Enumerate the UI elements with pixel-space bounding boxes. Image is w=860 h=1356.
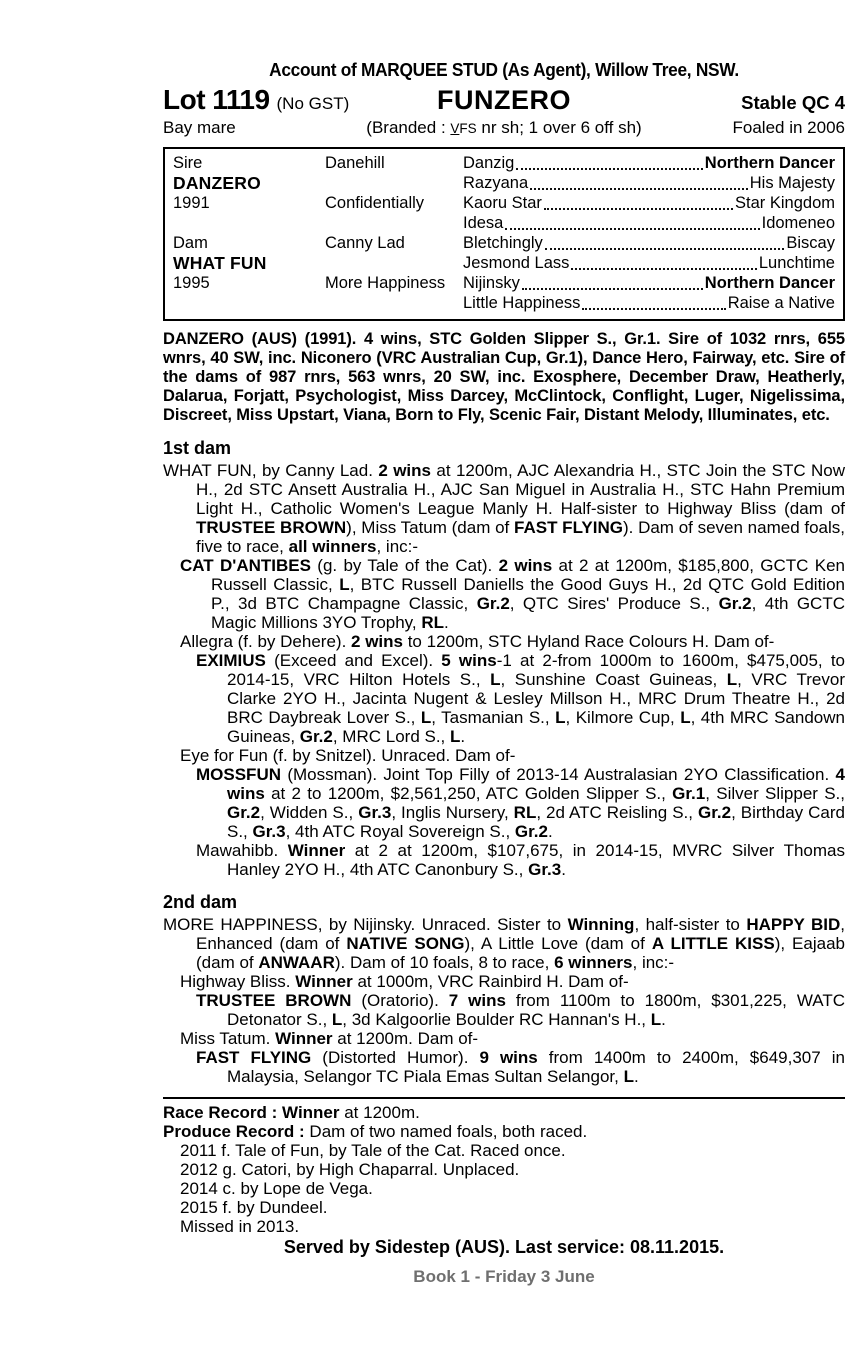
black-type-text: Gr.2 — [227, 803, 261, 822]
plain-text: , Enhanced (dam of — [196, 915, 846, 953]
horse-name: FUNZERO — [437, 85, 571, 115]
black-type-text: L — [726, 670, 738, 689]
dotted-leader — [505, 228, 759, 230]
plain-text: at 1000m, VRC Rainbird H. Dam of- — [352, 972, 629, 991]
plain-text: . — [661, 1010, 666, 1029]
dam-name: WHAT FUN — [173, 253, 267, 273]
brand-line — [366, 118, 641, 138]
great-grandparent-row — [463, 254, 835, 274]
black-type-text: Gr.2 — [697, 803, 732, 822]
black-type-text: RL — [513, 803, 537, 822]
ancestor-name: Northern Dancer — [704, 154, 835, 172]
black-type-text: A LITTLE KISS — [651, 934, 775, 953]
plain-text: , MRC Lord S., — [332, 727, 450, 746]
dotted-leader — [582, 308, 725, 310]
pedigree-table — [163, 147, 845, 321]
plain-text: Dam of two named foals, both raced. — [304, 1122, 588, 1141]
dam-year: 1995 — [173, 274, 210, 292]
ancestor-name: Biscay — [786, 234, 835, 252]
ancestor-name: Kaoru Star — [463, 194, 542, 212]
black-type-text: Winner — [295, 972, 353, 991]
ancestor-name: Idomeneo — [761, 214, 835, 232]
black-type-text: CAT D'ANTIBES — [180, 556, 311, 575]
great-grandparent-row — [463, 154, 835, 174]
produce-foal-line: 2011 f. Tale of Fun, by Tale of the Cat. Raced once. — [180, 1141, 566, 1160]
pedigree-note-paragraph — [163, 915, 845, 972]
pedigree-note-paragraph — [163, 972, 845, 991]
pedigree-note-paragraph — [163, 632, 845, 651]
plain-text: , half-sister to — [634, 915, 747, 934]
sire-label: Sire — [173, 154, 203, 172]
plain-text: , 4th MRC Sandown Guineas, — [227, 708, 845, 746]
served-line: Served by Sidestep (AUS). Last service: 08.11.2015. — [283, 1237, 725, 1257]
dotted-leader — [530, 188, 748, 190]
plain-text: , 4th GCTC Magic Millions 3YO Trophy, — [211, 594, 845, 632]
black-type-text: L — [420, 708, 432, 727]
black-type-text: EXIMIUS — [196, 651, 266, 670]
first-dam-paragraphs — [163, 461, 845, 879]
pedigree-note-paragraph — [163, 746, 845, 765]
plain-text: , Silver Slipper S., — [705, 784, 845, 803]
great-grandparent-row — [463, 174, 835, 194]
plain-text: . — [561, 860, 566, 879]
foaled-year: Foaled in 2006 — [732, 118, 845, 137]
plain-text: (Mossman). Joint Top Filly of 2013-14 Australasian 2YO Classification. — [281, 765, 836, 784]
sire-summary-paragraph — [163, 330, 845, 425]
plain-text: at 2 to 1200m, $2,561,250, ATC Golden Slipper S., — [264, 784, 673, 803]
page-content — [163, 0, 845, 1287]
brand-prefix: (Branded : — [366, 118, 451, 137]
black-type-text: Gr.3 — [528, 860, 562, 879]
pedigree-note-paragraph — [163, 991, 845, 1029]
plain-text: . — [460, 727, 466, 746]
black-type-text: L — [339, 575, 350, 594]
plain-text: . — [633, 1067, 639, 1086]
black-type-text: L — [623, 1067, 634, 1086]
plain-text: , Kilmore Cup, — [565, 708, 681, 727]
ancestor-name: Raise a Native — [727, 294, 835, 312]
dam-sire: Canny Lad — [325, 234, 405, 252]
plain-text: , Sunshine Coast Guineas, — [500, 670, 727, 689]
ancestor-name: Idesa — [463, 214, 504, 232]
plain-text: Eye for Fun (f. by Snitzel). Unraced. Dam of- — [180, 746, 516, 765]
lot-left — [163, 84, 437, 116]
plain-text: . — [548, 822, 553, 841]
black-type-text: NATIVE SONG — [346, 934, 465, 953]
black-type-text: Gr.1 — [672, 784, 706, 803]
record-block — [163, 1103, 845, 1258]
plain-text: , Tasmanian S., — [431, 708, 556, 727]
gst-note: (No GST) — [276, 94, 350, 113]
description-row — [163, 118, 845, 138]
plain-text: at 1200m, AJC Alexandria H., STC Join the STC Now H., 2d STC Ansett Australia H., AJC San Miguel in Australia H., STC Hahn Premium Light H., Catholic Women's League Manly H. Half-sister to Highway Bliss (dam of — [196, 461, 846, 518]
sire-sire: Danehill — [325, 154, 385, 172]
ancestor-name: Danzig — [463, 154, 515, 172]
ancestor-name: Little Happiness — [463, 294, 581, 312]
black-type-text: 2 wins — [351, 632, 403, 651]
black-type-text: Winning — [567, 915, 635, 934]
first-dam-section — [163, 438, 845, 879]
plain-text: ), Eajaab (dam of — [196, 934, 845, 972]
plain-text: Allegra (f. by Dehere). — [180, 632, 352, 651]
ancestor-name: His Majesty — [749, 174, 835, 192]
first-dam-heading: 1st dam — [163, 438, 232, 458]
produce-foal-line: 2012 g. Catori, by High Chaparral. Unplaced. — [180, 1160, 520, 1179]
dotted-leader — [544, 208, 733, 210]
pedigree-note-paragraph — [163, 651, 845, 746]
black-type-text: 2 wins — [498, 556, 553, 575]
black-type-text: 6 winners — [554, 953, 633, 972]
plain-text: Mawahibb. — [196, 841, 288, 860]
black-type-text: Winner — [275, 1029, 333, 1048]
plain-text: (g. by Tale of the Cat). — [310, 556, 499, 575]
plain-text: ), A Little Love (dam of — [464, 934, 652, 953]
plain-text: ). Dam of seven named foals, five to race, — [196, 518, 846, 556]
plain-text: -1 at 2-from 1000m to 1600m, $475,005, to 2014-15, VRC Hilton Hotels S., — [227, 651, 846, 689]
black-type-text: L — [555, 708, 566, 727]
plain-text: Miss Tatum. — [180, 1029, 276, 1048]
pedigree-note-paragraph — [163, 1029, 845, 1048]
lot-row — [163, 84, 845, 116]
black-type-text: TRUSTEE BROWN — [196, 518, 347, 537]
ancestor-name: Star Kingdom — [735, 194, 835, 212]
pedigree-note-paragraph — [163, 461, 845, 556]
great-grandparent-row — [463, 294, 835, 314]
dotted-leader — [522, 288, 703, 290]
plain-text: ), Miss Tatum (dam of — [346, 518, 515, 537]
plain-text: to 1200m, STC Hyland Race Colours H. Dam of- — [402, 632, 775, 651]
produce-record-line — [163, 1122, 845, 1141]
black-type-text: L — [331, 1010, 343, 1029]
black-type-text: Gr.3 — [252, 822, 286, 841]
plain-text: at 2 at 1200m, $107,675, in 2014-15, MVRC Silver Thomas Hanley 2YO H., 4th ATC Canonbury S., — [227, 841, 845, 879]
great-grandparent-row — [463, 274, 835, 294]
black-type-text: Gr.3 — [358, 803, 392, 822]
plain-text: , 2d ATC Reisling S., — [536, 803, 698, 822]
black-type-text: Produce Record : — [163, 1122, 305, 1141]
ancestor-name: Jesmond Lass — [463, 254, 570, 272]
black-type-text: L — [650, 1010, 662, 1029]
plain-text: at 2 at 1200m, $185,800, GCTC Ken Russell Classic, — [211, 556, 845, 594]
pedigree-note-paragraph — [163, 765, 845, 841]
great-grandparent-row — [463, 234, 835, 254]
black-type-text: L — [490, 670, 501, 689]
ancestor-name: Bletchingly — [463, 234, 543, 252]
pedigree-note-paragraph — [163, 556, 845, 632]
second-dam-section — [163, 892, 845, 1086]
horse-description: Bay mare — [163, 118, 236, 137]
pedigree-note-paragraph — [163, 841, 845, 879]
record-divider — [163, 1097, 845, 1099]
page-footer: Book 1 - Friday 3 June — [413, 1267, 595, 1286]
plain-text: , QTC Sires' Produce S., — [509, 594, 719, 613]
plain-text: ). Dam of 10 foals, 8 to race, — [334, 953, 555, 972]
black-type-text: ANWAAR — [258, 953, 335, 972]
brand-mark-icon: V — [450, 121, 460, 136]
black-type-text: Gr.2 — [718, 594, 752, 613]
great-grandparent-row — [463, 194, 835, 214]
plain-text: at 1200m. — [339, 1103, 420, 1122]
black-type-text: Gr.2 — [514, 822, 548, 841]
lot-number: Lot 1119 — [163, 84, 270, 115]
plain-text: , Birthday Card S., — [227, 803, 845, 841]
black-type-text: Gr.2 — [476, 594, 510, 613]
sire-year: 1991 — [173, 194, 210, 212]
second-dam-paragraphs — [163, 915, 845, 1086]
plain-text: Highway Bliss. — [180, 972, 296, 991]
plain-text: from 1400m to 2400m, $649,307 in Malaysia, Selangor TC Piala Emas Sultan Selangor, — [227, 1048, 845, 1086]
produce-foal-list — [163, 1141, 845, 1236]
sire-dam: Confidentially — [325, 194, 425, 212]
black-type-text: 9 wins — [479, 1048, 538, 1067]
black-type-text: 4 wins — [227, 765, 845, 803]
ancestor-name: Lunchtime — [758, 254, 835, 272]
pedigree-note-paragraph — [163, 1048, 845, 1086]
plain-text: , Inglis Nursery, — [391, 803, 514, 822]
brand-mark-letters: FS — [459, 121, 477, 136]
black-type-text: FAST FLYING — [514, 518, 623, 537]
dotted-leader — [571, 268, 756, 270]
black-type-text: FAST FLYING — [196, 1048, 312, 1067]
plain-text: , 3d Kalgoorlie Boulder RC Hannan's H., — [342, 1010, 651, 1029]
plain-text: , Widden S., — [260, 803, 359, 822]
ancestor-name: Razyana — [463, 174, 529, 192]
plain-text: (Exceed and Excel). — [265, 651, 442, 670]
plain-text: WHAT FUN, by Canny Lad. — [163, 461, 379, 480]
plain-text: , VRC Trevor Clarke 2YO H., Jacinta Nugent & Lesley Millson H., MRC Drum Theatre H., 2d BRC Daybreak Lover S., — [227, 670, 845, 727]
black-type-text: Gr.2 — [299, 727, 333, 746]
dotted-leader — [545, 248, 785, 250]
dam-label: Dam — [173, 234, 208, 252]
ancestor-name: Northern Dancer — [704, 274, 835, 292]
black-type-text: DANZERO (AUS) (1991). 4 wins, STC Golden Slipper S., Gr.1. Sire of 1032 rnrs, 655 wnrs, 40 SW, inc. Niconero (VRC Australian Cup, Gr.1), Dance Hero, Fairway, etc. Sire of the dams of 987 rnrs, 563 wnrs, 20 SW, inc. Exosphere, December Draw, Heatherly, Dalarua, Forjatt, Psychologist, Miss Darcey, McClintock, Conflight, Luger, Nigelissima, Discreet, Miss Upstart, Viana, Born to Fly, Scenic Fair, Distant Melody, Illuminates, etc. — [163, 330, 845, 424]
plain-text: , inc:- — [632, 953, 675, 972]
vendor-account-line: Account of MARQUEE STUD (As Agent), Willow Tree, NSW. — [269, 60, 739, 80]
plain-text: , inc:- — [376, 537, 419, 556]
black-type-text: TRUSTEE BROWN — [196, 991, 352, 1010]
produce-foal-line: 2015 f. by Dundeel. — [180, 1198, 328, 1217]
black-type-text: L — [680, 708, 691, 727]
second-dam-heading: 2nd dam — [163, 892, 238, 912]
race-record-line — [163, 1103, 845, 1122]
sire-name: DANZERO — [173, 173, 261, 193]
black-type-text: Winner — [287, 841, 346, 860]
black-type-text: 5 wins — [441, 651, 497, 670]
plain-text: . — [444, 613, 449, 632]
black-type-text: HAPPY BID — [746, 915, 841, 934]
great-grandparent-row — [463, 214, 835, 234]
plain-text: (Oratorio). — [351, 991, 449, 1010]
stable-number: Stable QC 4 — [741, 92, 845, 113]
brand-suffix: nr sh; 1 over 6 off sh) — [476, 118, 642, 137]
plain-text: (Distorted Humor). — [311, 1048, 480, 1067]
black-type-text: 2 wins — [378, 461, 431, 480]
plain-text: MORE HAPPINESS, by Nijinsky. Unraced. Sister to — [163, 915, 568, 934]
black-type-text: Race Record : Winner — [163, 1103, 340, 1122]
produce-foal-line: Missed in 2013. — [180, 1217, 300, 1236]
black-type-text: all winners — [288, 537, 377, 556]
black-type-text: RL — [421, 613, 445, 632]
dotted-leader — [516, 168, 702, 170]
black-type-text: 7 wins — [448, 991, 506, 1010]
plain-text: from 1100m to 1800m, $301,225, WATC Detonator S., — [227, 991, 845, 1029]
plain-text: , BTC Russell Daniells the Good Guys H., 2d QTC Gold Edition P., 3d BTC Champagne Classic, — [211, 575, 845, 613]
ancestor-name: Nijinsky — [463, 274, 520, 292]
black-type-text: L — [450, 727, 461, 746]
black-type-text: MOSSFUN — [196, 765, 281, 784]
plain-text: at 1200m. Dam of- — [332, 1029, 479, 1048]
plain-text: , 4th ATC Royal Sovereign S., — [285, 822, 515, 841]
dam-dam: More Happiness — [325, 274, 446, 292]
produce-foal-line: 2014 c. by Lope de Vega. — [180, 1179, 373, 1198]
